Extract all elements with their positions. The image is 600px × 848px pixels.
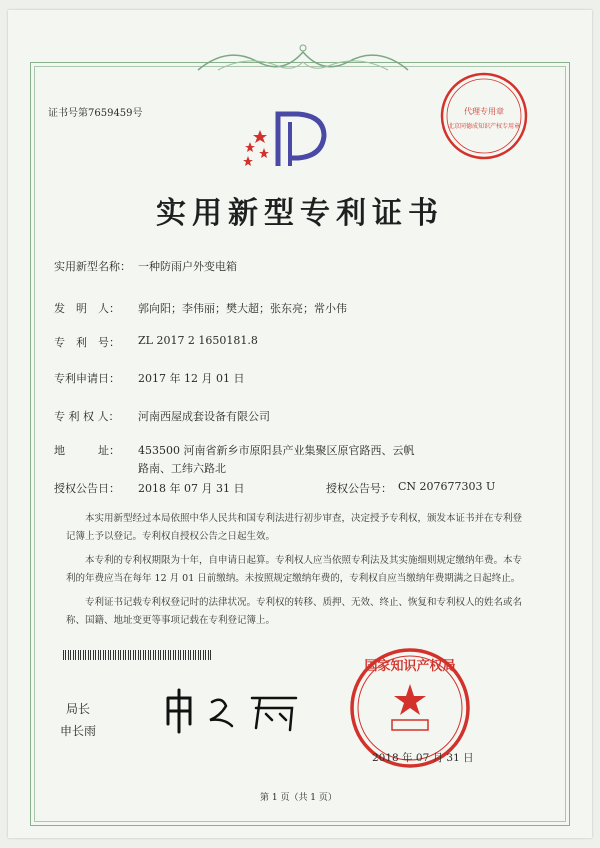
certificate-title: 实用新型专利证书: [156, 196, 444, 231]
handwritten-signature: [160, 686, 310, 736]
cnipa-logo: [240, 108, 332, 170]
official-seal-text: 国家知识产权局: [364, 659, 456, 674]
agency-seal-inner: 代理专用章: [464, 107, 504, 116]
name-value: 一种防雨户外变电箱: [138, 260, 237, 273]
patent-number-label: 专 利 号：: [54, 336, 120, 349]
agency-seal-text: 北京同德成知识产权专用章: [447, 123, 521, 130]
director-name: 申长雨: [60, 724, 97, 738]
certificate-page: [8, 10, 592, 838]
seal-date: 2018 年 07 月 31 日: [372, 752, 474, 764]
certificate-number: 证书号第7659459号: [48, 108, 143, 119]
owner-label: 专 利 权 人：: [54, 410, 120, 423]
page-footer: 第 1 页（共 1 页）: [260, 793, 337, 803]
agency-seal: [438, 70, 530, 162]
paragraph-2: 本专利的专利权期限为十年，自申请日起算。专利权人应当依照专利法及其实施细则规定缴纳年费。本专利的年费应当在每年 12 月 01 日前缴纳。未按照规定缴纳年费的，专利权自应当缴纳年费期满之日起终止。: [66, 555, 523, 584]
announce-date-value: 2018 年 07 月 31 日: [138, 482, 245, 495]
top-ornament: [188, 40, 418, 76]
announce-date-label: 授权公告日：: [54, 482, 120, 495]
address-label: 地 址：: [54, 444, 120, 457]
address-value-1: 453500 河南省新乡市原阳县产业集聚区原官路西、云帆: [138, 444, 415, 457]
announce-number-value: CN 207677303 U: [398, 480, 496, 493]
name-label: 实用新型名称：: [54, 260, 131, 273]
filing-date-value: 2017 年 12 月 01 日: [138, 372, 245, 385]
inventor-value: 郭向阳；李伟丽；樊大超；张东亮；常小伟: [138, 302, 347, 315]
patent-number-value: ZL 2017 2 1650181.8: [138, 334, 258, 347]
barcode: [63, 650, 213, 660]
director-title: 局长: [66, 702, 91, 716]
filing-date-label: 专利申请日：: [54, 372, 120, 385]
announce-number-label: 授权公告号：: [326, 482, 392, 495]
inventor-label: 发 明 人：: [54, 302, 120, 315]
paragraph-1: 本实用新型经过本局依照中华人民共和国专利法进行初步审查，决定授予专利权，颁发本证书并在专利登记簿上予以登记。专利权自授权公告之日起生效。: [66, 513, 523, 542]
owner-value: 河南西屋成套设备有限公司: [138, 410, 270, 423]
address-value-2: 路南、工纬六路北: [138, 462, 226, 475]
paragraph-3: 专利证书记载专利权登记时的法律状况。专利权的转移、质押、无效、终止、恢复和专利权人的姓名或名称、国籍、地址变更等事项记载在专利登记簿上。: [66, 597, 523, 626]
